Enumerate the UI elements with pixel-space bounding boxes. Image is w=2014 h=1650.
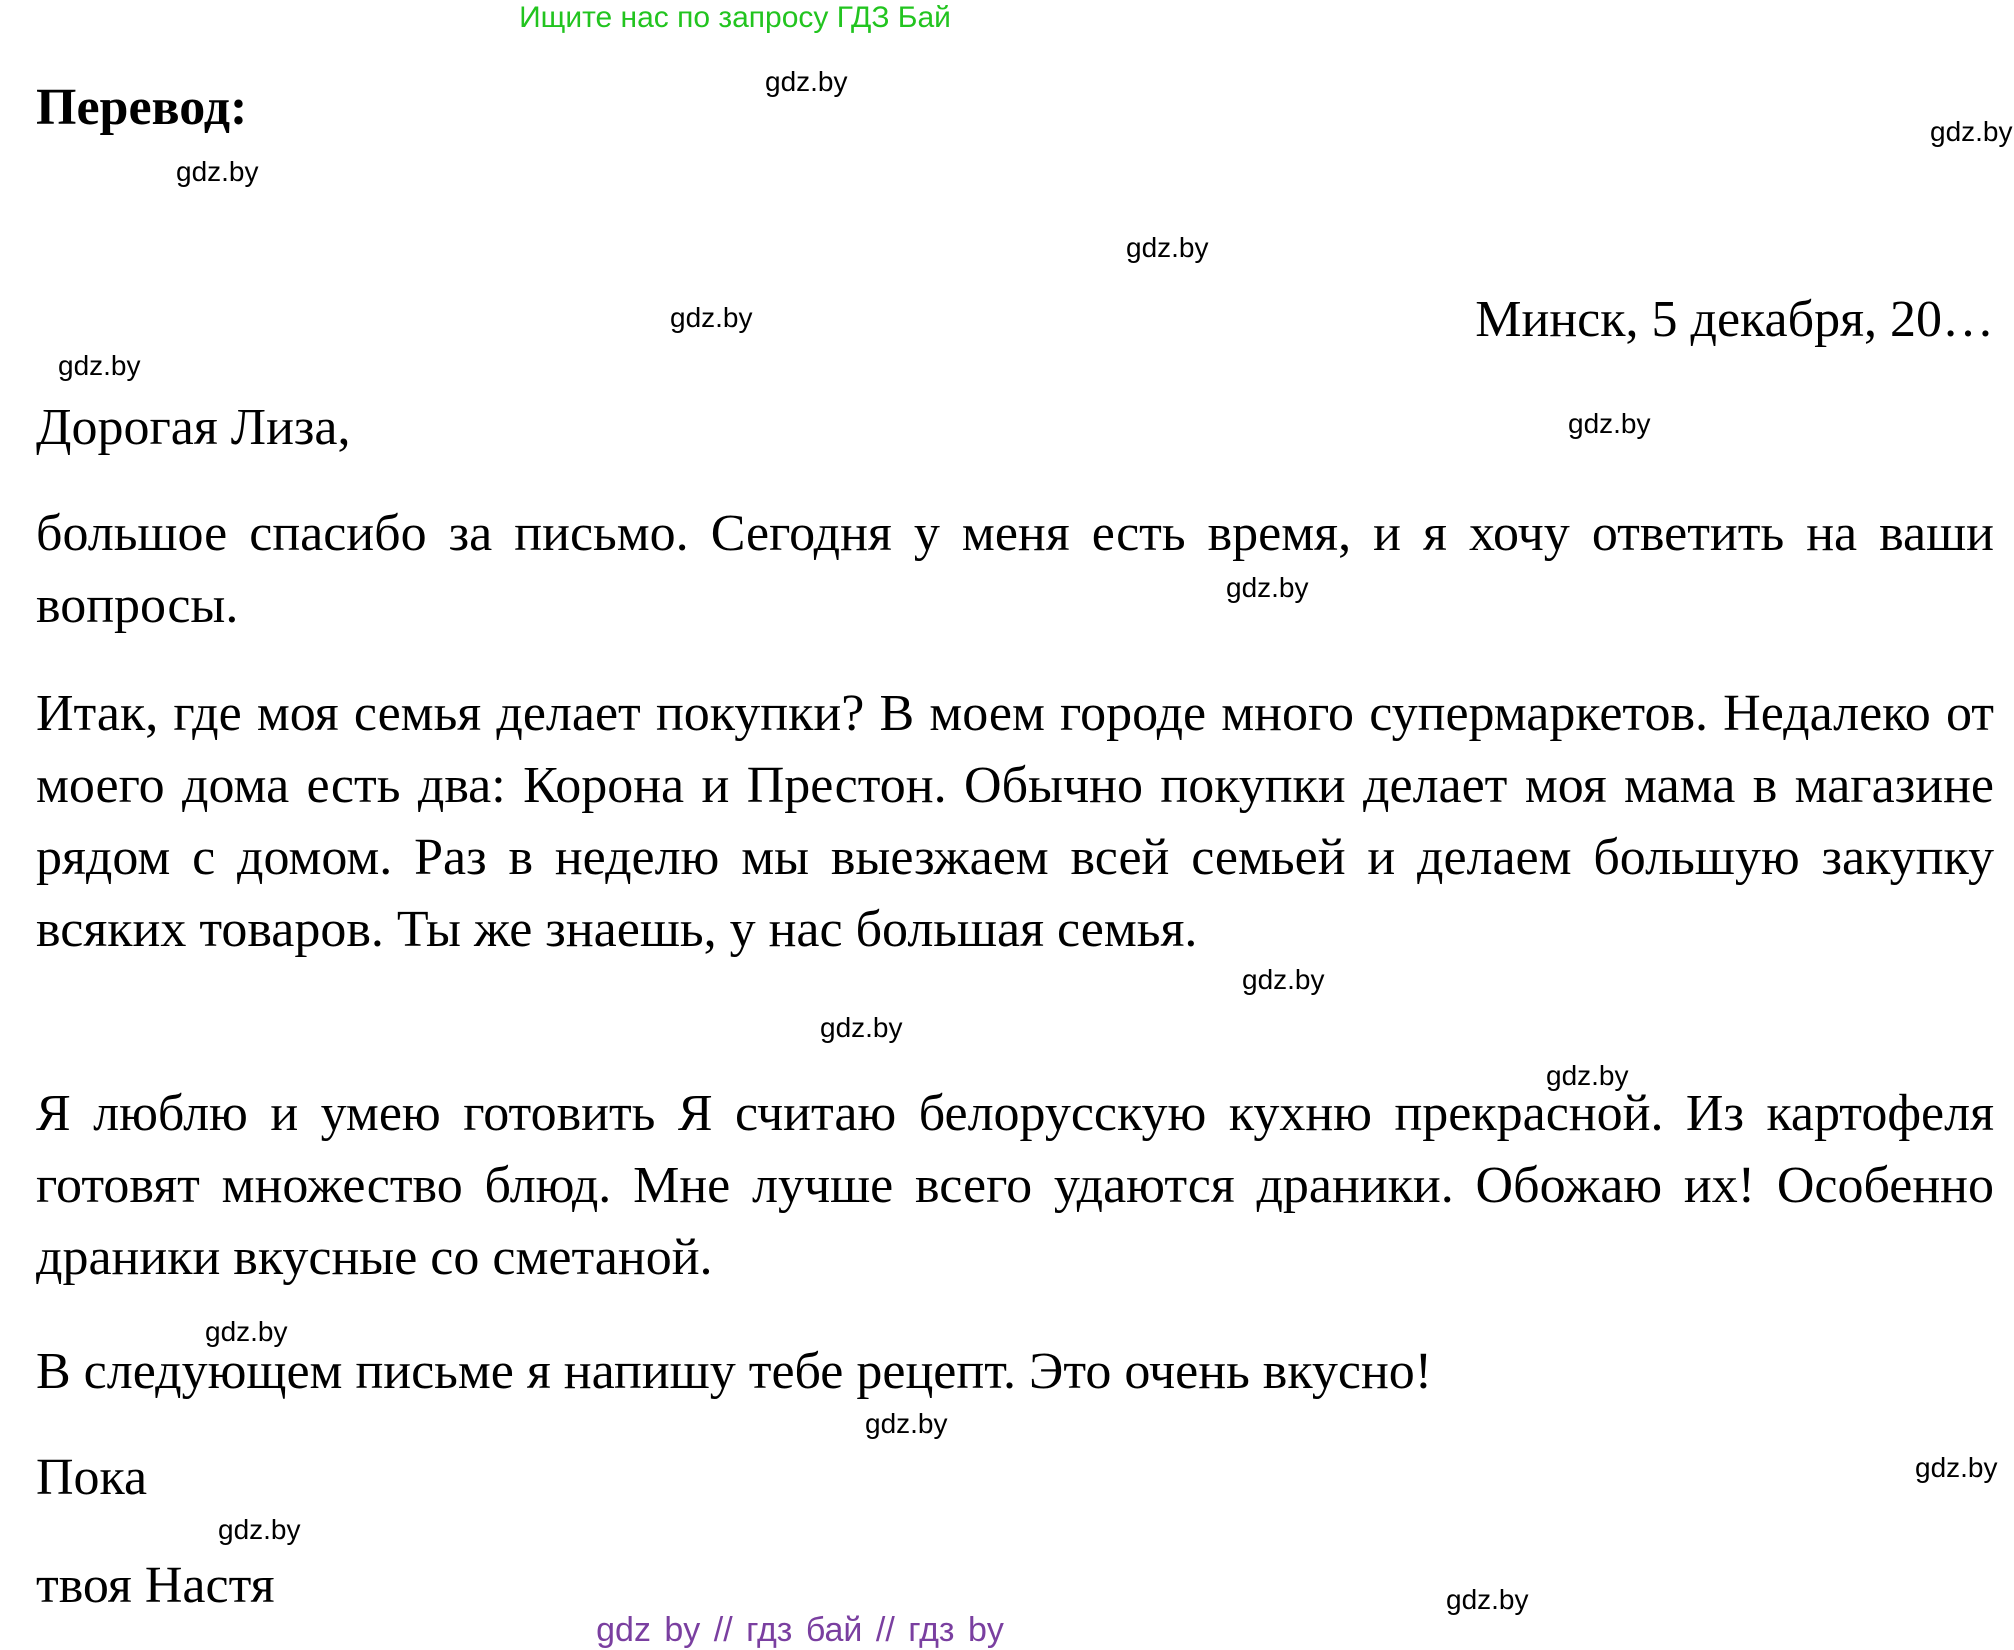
page-heading: Перевод: [36, 79, 248, 136]
watermark: gdz.by [205, 1316, 288, 1347]
footer-links: gdz by // гдз бай // гдз by [596, 1611, 1004, 1649]
letter-paragraph-1: большое спасибо за письмо. Сегодня у меня есть время, и я хочу ответить на ваши вопросы. [36, 505, 1994, 634]
watermark: gdz.by [670, 302, 753, 333]
letter-paragraph-3: Я люблю и умею готовить Я считаю белорусскую кухню прекрасной. Из картофеля готовят множество блюд. Мне лучше всего удаются драники. Обожаю их! Особенно драники вкусные со сметаной. [36, 1085, 1994, 1286]
watermark: gdz.by [1930, 116, 2013, 147]
watermark: gdz.by [1446, 1584, 1529, 1615]
letter-closing: Пока [36, 1449, 148, 1506]
watermark: gdz.by [865, 1408, 948, 1439]
letter-paragraph-4: В следующем письме я напишу тебе рецепт. Это очень вкусно! [36, 1343, 1433, 1400]
letter-greeting: Дорогая Лиза, [36, 399, 351, 456]
watermark: gdz.by [58, 350, 141, 381]
watermark: gdz.by [1126, 232, 1209, 263]
watermark: gdz.by [1546, 1060, 1629, 1091]
watermark: gdz.by [1568, 408, 1651, 439]
letter-paragraph-2: Итак, где моя семья делает покупки? В моем городе много супермаркетов. Недалеко от моего дома есть два: Корона и Престон. Обычно покупки делает моя мама в магазине рядом с домом. Раз в неделю мы выезжаем всей семьей и делаем большую закупку всяких товаров. Ты же знаешь, у нас большая семья. [36, 685, 1994, 958]
search-banner: Ищите нас по запросу ГДЗ Бай [519, 1, 951, 34]
watermark: gdz.by [820, 1012, 903, 1043]
watermark: gdz.by [176, 156, 259, 187]
watermark: gdz.by [1915, 1452, 1998, 1483]
watermark: gdz.by [1242, 964, 1325, 995]
letter-place-date: Минск, 5 декабря, 20… [1475, 291, 1994, 348]
watermark: gdz.by [218, 1514, 301, 1545]
watermark: gdz.by [1226, 572, 1309, 603]
watermark: gdz.by [765, 66, 848, 97]
letter-signature: твоя Настя [36, 1557, 275, 1614]
